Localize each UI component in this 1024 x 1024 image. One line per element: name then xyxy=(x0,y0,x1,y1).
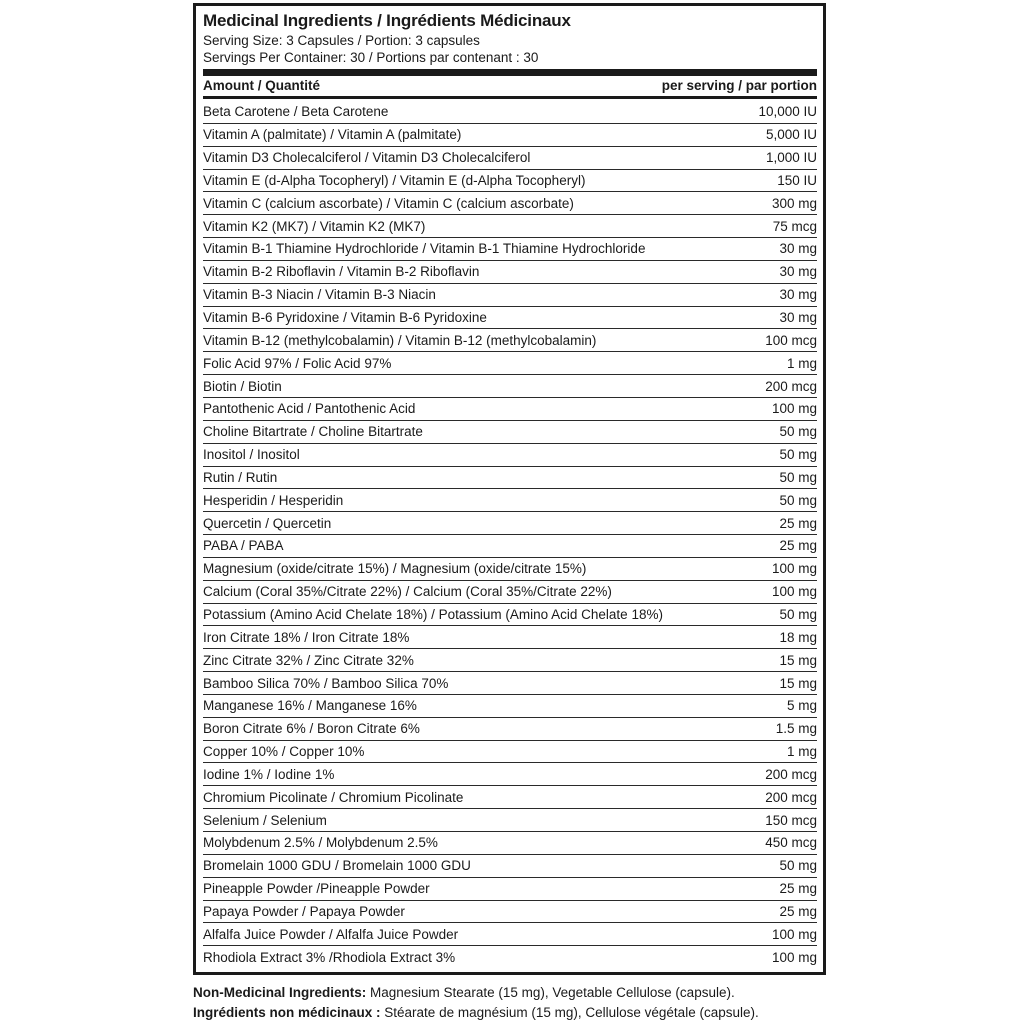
ingredient-amount: 50 mg xyxy=(779,858,817,874)
ingredient-name: Vitamin A (palmitate) / Vitamin A (palmitate) xyxy=(203,127,462,143)
ingredient-row xyxy=(203,581,817,604)
footer xyxy=(193,983,833,1023)
ingredient-row xyxy=(203,307,817,330)
ingredient-amount: 1.5 mg xyxy=(775,721,817,737)
ingredient-name: Beta Carotene / Beta Carotene xyxy=(203,104,389,120)
ingredient-name: Inositol / Inositol xyxy=(203,447,300,463)
ingredient-row xyxy=(203,535,817,558)
ingredient-row xyxy=(203,375,817,398)
ingredient-name: Calcium (Coral 35%/Citrate 22%) / Calcium (Coral 35%/Citrate 22%) xyxy=(203,584,612,600)
ingredient-name: Biotin / Biotin xyxy=(203,378,282,394)
ingredient-amount: 1 mg xyxy=(786,744,817,760)
ingredient-row xyxy=(203,467,817,490)
ingredient-amount: 450 mcg xyxy=(765,835,817,851)
non-medicinal-text: Magnesium Stearate (15 mg), Vegetable Cellulose (capsule). xyxy=(366,985,735,1000)
ingredient-amount: 5 mg xyxy=(786,698,817,714)
ingredient-name: Vitamin C (calcium ascorbate) / Vitamin C (calcium ascorbate) xyxy=(203,195,574,211)
ingredient-name: Choline Bitartrate / Choline Bitartrate xyxy=(203,424,423,440)
ingredient-name: Potassium (Amino Acid Chelate 18%) / Potassium (Amino Acid Chelate 18%) xyxy=(203,606,663,622)
ingredient-amount: 75 mcg xyxy=(772,218,817,234)
ingredient-row xyxy=(203,695,817,718)
ingredient-row xyxy=(203,352,817,375)
ingredient-name: Vitamin D3 Cholecalciferol / Vitamin D3 Cholecalciferol xyxy=(203,150,531,166)
ingredient-row xyxy=(203,901,817,924)
ingredient-name: Copper 10% / Copper 10% xyxy=(203,744,365,760)
ingredient-amount: 50 mg xyxy=(779,606,817,622)
ingredient-row xyxy=(203,124,817,147)
ingredient-row xyxy=(203,672,817,695)
ingredient-name: Vitamin B-3 Niacin / Vitamin B-3 Niacin xyxy=(203,287,436,303)
ingredient-name: Boron Citrate 6% / Boron Citrate 6% xyxy=(203,721,420,737)
non-medicinal-label: Non-Medicinal Ingredients: xyxy=(193,985,367,1000)
non-medicinal-fr-text: Stéarate de magnésium (15 mg), Cellulose végétale (capsule). xyxy=(380,1005,759,1020)
ingredient-amount: 200 mcg xyxy=(765,789,817,805)
ingredient-row xyxy=(203,786,817,809)
serving-size: Serving Size: 3 Capsules / Portion: 3 capsules xyxy=(203,33,480,48)
ingredient-amount: 1 mg xyxy=(786,355,817,371)
ingredient-name: Vitamin B-1 Thiamine Hydrochloride / Vitamin B-1 Thiamine Hydrochloride xyxy=(203,241,646,257)
ingredient-amount: 200 mcg xyxy=(765,378,817,394)
ingredient-row xyxy=(203,238,817,261)
ingredient-amount: 100 mg xyxy=(771,950,817,966)
ingredient-amount: 1,000 IU xyxy=(765,150,817,166)
ingredient-row xyxy=(203,558,817,581)
ingredient-name: Zinc Citrate 32% / Zinc Citrate 32% xyxy=(203,652,414,668)
ingredient-name: Vitamin B-6 Pyridoxine / Vitamin B-6 Pyridoxine xyxy=(203,310,487,326)
amount-column-header: Amount / Quantité xyxy=(203,78,320,93)
ingredient-amount: 5,000 IU xyxy=(765,127,817,143)
ingredient-amount: 25 mg xyxy=(779,903,817,919)
ingredient-name: Selenium / Selenium xyxy=(203,812,327,828)
ingredient-amount: 50 mg xyxy=(779,469,817,485)
ingredient-name: Pineapple Powder /Pineapple Powder xyxy=(203,881,430,897)
ingredient-row xyxy=(203,626,817,649)
ingredient-list xyxy=(203,101,817,969)
ingredient-row xyxy=(203,444,817,467)
ingredient-name: Manganese 16% / Manganese 16% xyxy=(203,698,417,714)
ingredient-amount: 100 mg xyxy=(771,926,817,942)
non-medicinal-ingredients-en xyxy=(193,983,833,1003)
ingredient-name: Papaya Powder / Papaya Powder xyxy=(203,903,405,919)
ingredient-name: Molybdenum 2.5% / Molybdenum 2.5% xyxy=(203,835,438,851)
ingredient-row xyxy=(203,512,817,535)
ingredient-amount: 15 mg xyxy=(779,675,817,691)
column-header-row xyxy=(203,76,817,96)
panel-content xyxy=(203,10,817,972)
ingredient-row xyxy=(203,649,817,672)
ingredient-name: Rhodiola Extract 3% /Rhodiola Extract 3% xyxy=(203,950,456,966)
ingredient-amount: 100 mg xyxy=(771,584,817,600)
ingredient-row xyxy=(203,421,817,444)
non-medicinal-ingredients-fr xyxy=(193,1003,833,1023)
ingredient-name: Magnesium (oxide/citrate 15%) / Magnesium (oxide/citrate 15%) xyxy=(203,561,587,577)
panel-title: Medicinal Ingredients / Ingrédients Médicinaux xyxy=(203,11,571,30)
ingredient-row xyxy=(203,718,817,741)
ingredient-row xyxy=(203,946,817,969)
ingredient-amount: 30 mg xyxy=(779,310,817,326)
ingredient-name: Iron Citrate 18% / Iron Citrate 18% xyxy=(203,629,410,645)
ingredient-amount: 200 mcg xyxy=(765,766,817,782)
ingredient-row xyxy=(203,101,817,124)
ingredient-row xyxy=(203,489,817,512)
ingredient-name: Quercetin / Quercetin xyxy=(203,515,332,531)
ingredient-row xyxy=(203,763,817,786)
ingredient-amount: 30 mg xyxy=(779,241,817,257)
ingredient-row xyxy=(203,192,817,215)
supplement-facts-panel xyxy=(193,3,826,975)
ingredient-amount: 25 mg xyxy=(779,881,817,897)
ingredient-amount: 150 mcg xyxy=(765,812,817,828)
ingredient-name: Pantothenic Acid / Pantothenic Acid xyxy=(203,401,416,417)
header-divider xyxy=(203,96,817,99)
ingredient-name: Iodine 1% / Iodine 1% xyxy=(203,766,335,782)
ingredient-name: Alfalfa Juice Powder / Alfalfa Juice Powder xyxy=(203,926,459,942)
ingredient-amount: 300 mg xyxy=(771,195,817,211)
ingredient-amount: 50 mg xyxy=(779,447,817,463)
ingredient-amount: 30 mg xyxy=(779,287,817,303)
ingredient-row xyxy=(203,741,817,764)
ingredient-amount: 25 mg xyxy=(779,515,817,531)
ingredient-name: Folic Acid 97% / Folic Acid 97% xyxy=(203,355,392,371)
ingredient-name: Chromium Picolinate / Chromium Picolinate xyxy=(203,789,464,805)
ingredient-amount: 100 mcg xyxy=(765,332,817,348)
ingredient-amount: 100 mg xyxy=(771,561,817,577)
ingredient-amount: 50 mg xyxy=(779,492,817,508)
ingredient-row xyxy=(203,147,817,170)
ingredient-amount: 150 IU xyxy=(777,172,817,188)
ingredient-name: Vitamin B-12 (methylcobalamin) / Vitamin B-12 (methylcobalamin) xyxy=(203,332,597,348)
ingredient-name: Bromelain 1000 GDU / Bromelain 1000 GDU xyxy=(203,858,471,874)
ingredient-row xyxy=(203,604,817,627)
ingredient-amount: 18 mg xyxy=(779,629,817,645)
ingredient-amount: 50 mg xyxy=(779,424,817,440)
ingredient-row xyxy=(203,329,817,352)
ingredient-row xyxy=(203,855,817,878)
ingredient-row xyxy=(203,832,817,855)
ingredient-row xyxy=(203,923,817,946)
ingredient-row xyxy=(203,878,817,901)
ingredient-amount: 10,000 IU xyxy=(758,104,817,120)
ingredient-name: Vitamin E (d-Alpha Tocopheryl) / Vitamin E (d-Alpha Tocopheryl) xyxy=(203,172,586,188)
ingredient-row xyxy=(203,261,817,284)
ingredient-name: Rutin / Rutin xyxy=(203,469,278,485)
ingredient-row xyxy=(203,398,817,421)
ingredient-row xyxy=(203,170,817,193)
ingredient-amount: 30 mg xyxy=(779,264,817,280)
ingredient-row xyxy=(203,215,817,238)
ingredient-name: Bamboo Silica 70% / Bamboo Silica 70% xyxy=(203,675,449,691)
non-medicinal-fr-label: Ingrédients non médicinaux : xyxy=(193,1005,381,1020)
ingredient-row xyxy=(203,284,817,307)
ingredient-amount: 15 mg xyxy=(779,652,817,668)
ingredient-amount: 25 mg xyxy=(779,538,817,554)
ingredient-row xyxy=(203,809,817,832)
thick-divider xyxy=(203,69,817,76)
per-serving-column-header: per serving / par portion xyxy=(661,78,817,93)
ingredient-name: Hesperidin / Hesperidin xyxy=(203,492,344,508)
ingredient-amount: 100 mg xyxy=(771,401,817,417)
ingredient-name: Vitamin B-2 Riboflavin / Vitamin B-2 Riboflavin xyxy=(203,264,480,280)
ingredient-name: Vitamin K2 (MK7) / Vitamin K2 (MK7) xyxy=(203,218,426,234)
ingredient-name: PABA / PABA xyxy=(203,538,284,554)
servings-per-container: Servings Per Container: 30 / Portions par contenant : 30 xyxy=(203,50,539,65)
